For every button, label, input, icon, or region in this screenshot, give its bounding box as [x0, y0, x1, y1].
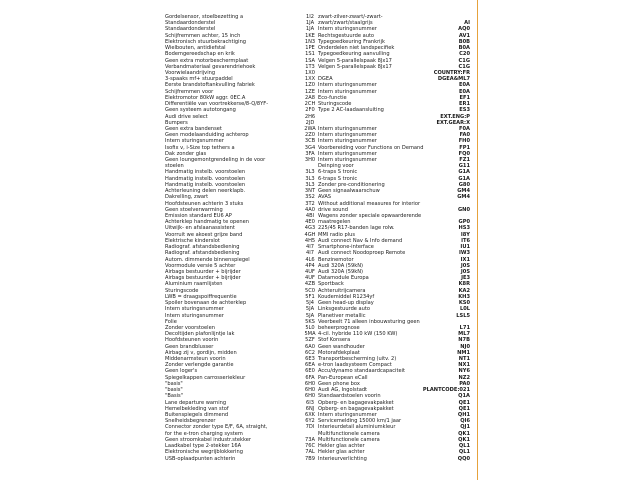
code-right: KA2 — [458, 287, 470, 294]
code-left: 1XX — [304, 76, 316, 83]
code-left: 73A — [305, 436, 315, 443]
code-left: 5KS — [305, 318, 315, 325]
description-right: Benzinemotor — [318, 256, 354, 263]
description-left: Airbags bestuurder + bijrijder — [165, 268, 241, 275]
description-left: Eerste brandstoftankvulling fabriek — [165, 82, 255, 89]
description-left: Radiograf. afstandsbediening — [165, 250, 240, 257]
code-right: FP1 — [459, 144, 470, 151]
code-left: 4I7 — [306, 244, 314, 251]
description-left: Connector zonder type E/F, 6A, straight, — [165, 424, 268, 431]
description-left: Hemelbekleding van stof — [165, 405, 229, 412]
code-right: EXT.GEAR:X — [436, 119, 470, 126]
code-right: ES3 — [459, 107, 470, 114]
description-left: Geen systeem autotongang — [165, 107, 236, 114]
description-right: Opberg- en bagagevakpakket — [318, 399, 394, 406]
description-left: Bodemgereedschap en krik — [165, 51, 235, 58]
description-left: Buitenspiegels dimmend — [165, 412, 229, 418]
code-right: NX1 — [458, 362, 470, 369]
description-right: Multifunctionele camera — [318, 436, 380, 443]
code-left: 2F0 — [305, 107, 315, 114]
description-left: Elektronische wegrijblokkering — [165, 449, 243, 456]
code-left: 1PE — [305, 45, 315, 52]
code-right: KS0 — [458, 300, 470, 307]
description-right: Sportback — [318, 281, 344, 288]
description-left: Wielbouten, antidiefstal — [165, 45, 226, 52]
code-right: C20 — [459, 51, 470, 58]
description-left: LWB = draagspoiffrequentie — [165, 293, 237, 300]
description-left: Spoiler bovenaan de achterklep — [165, 300, 247, 307]
code-left: 4UF — [305, 268, 315, 275]
description-left: Dakrelling, zwart — [165, 194, 209, 201]
description-left: Decoltijden plafonlijntje lak — [165, 331, 235, 338]
description-left: Elektrische kinderslot — [165, 237, 220, 244]
description-left: Geen modelaanduiding achterop — [165, 132, 249, 139]
code-right: QL1 — [458, 443, 470, 450]
code-right: IT6 — [461, 237, 470, 244]
description-left: Radiograf. afstandsbediening — [165, 244, 240, 251]
code-right: L0L — [459, 306, 470, 313]
description-right: Voorbereiding voor Functions on Demand — [318, 144, 424, 151]
description-left: Laadkabel type 2-stekker 16A — [165, 443, 242, 450]
description-left: Aluminium raamlijsten — [165, 281, 223, 288]
code-left: 4A0 — [305, 206, 315, 213]
code-right: QL1 — [458, 449, 470, 456]
code-left: 7B9 — [305, 455, 315, 462]
description-right: zwart/zwart/staalgrijs — [318, 20, 373, 27]
code-right: J0S — [460, 262, 470, 269]
code-right: I8Y — [460, 231, 470, 238]
code-right: NM1 — [457, 349, 470, 356]
description-left: Isofix v, i-Size top tethers a — [165, 144, 235, 151]
description-right: Geen phone box — [318, 380, 360, 387]
description-right: Eco-functie — [318, 94, 347, 101]
code-left: 5C0 — [304, 287, 316, 294]
description-right: Intern sturingsnummer — [318, 132, 377, 139]
code-right: LSL5 — [456, 312, 470, 319]
description-left: Zonder verlengde garantie — [165, 362, 234, 369]
code-right: QH1 — [457, 412, 470, 418]
description-left: Geen extra bandenset — [165, 125, 222, 132]
description-left: "basis" — [165, 387, 183, 394]
description-left: stoelen — [165, 163, 184, 170]
code-right: C1G — [458, 57, 470, 64]
code-right: GN0 — [458, 206, 470, 213]
code-left: 6E3 — [305, 356, 315, 363]
description-right: Velgen 5-parallelspaak 8Jx17 — [318, 57, 392, 64]
code-right: IX1 — [460, 256, 470, 263]
code-left: 5JA — [305, 312, 315, 319]
table-row — [165, 456, 470, 462]
code-left: 6EA — [305, 362, 315, 369]
description-right: 6-traps S tronic — [318, 175, 358, 182]
description-left: Gordelsensor, stoelbezetting a — [165, 14, 244, 20]
description-left: Geen extra motorbeschermplaat — [165, 57, 249, 64]
description-left: Intern sturingsnummer — [165, 312, 224, 319]
description-right: Multifunctionele camera — [318, 430, 380, 437]
description-left: Autom. dimmende binnenspiegel — [165, 256, 250, 263]
code-left: 3T2 — [305, 200, 315, 207]
code-left: 4E0 — [305, 219, 315, 226]
code-right: QE1 — [458, 399, 470, 406]
description-right: 225/45 R17-banden lage rolw. — [318, 225, 395, 232]
description-right: Sturingscode — [318, 101, 352, 108]
description-right: Linksgestuurde auto — [318, 306, 371, 313]
code-left: 1I2 — [306, 14, 314, 20]
description-right: drive sound — [318, 206, 348, 213]
description-left: Audi drive select — [165, 113, 208, 120]
code-right: GM4 — [457, 188, 470, 195]
description-right: Accu/dynamo standaardcapaciteit — [318, 368, 405, 375]
description-right: Intern sturingsnummer — [318, 125, 377, 132]
code-right: K8R — [458, 281, 470, 288]
code-right: PLANTCODE:021 — [422, 387, 470, 394]
description-right: Achteruitrijcamera — [318, 287, 366, 294]
code-right: IW3 — [458, 250, 470, 257]
code-right: QI6 — [460, 418, 470, 425]
code-left: 1ZE — [305, 88, 315, 95]
code-right: J0S — [460, 268, 470, 275]
code-right: AV1 — [458, 32, 470, 39]
description-left: Achterklep handmatig te openen — [165, 219, 249, 226]
code-right: AI — [464, 20, 470, 27]
description-left: Middenarmsteun voorin — [165, 356, 226, 363]
code-left: 5MA — [304, 331, 316, 338]
code-right: E0A — [459, 88, 470, 95]
code-left: 1Z0 — [305, 82, 315, 89]
description-right: Servicemelding 15000 km/1 jaar — [318, 418, 402, 425]
description-right: DGEA — [318, 76, 333, 83]
code-left: 5J4 — [306, 300, 314, 307]
code-left: 1S1 — [305, 51, 315, 58]
code-right: PA0 — [459, 380, 470, 387]
description-right: Audi 320A (59kN) — [318, 262, 364, 269]
description-left: Geen brandblusser — [165, 343, 214, 350]
description-right: Intern sturingsnummer — [318, 157, 377, 164]
code-left: 1X0 — [305, 69, 315, 76]
code-right: NZ2 — [458, 374, 470, 381]
code-left: 2JD — [305, 119, 315, 126]
code-left: 1JA — [305, 20, 315, 27]
description-right: Geen wandhouder — [318, 343, 365, 350]
description-right: Intern sturingsnummer — [318, 150, 377, 157]
description-right: Veerbeelt 71 alleen inbouwsturing geen — [318, 318, 420, 325]
options-table — [165, 14, 470, 462]
description-left: Dak zonder glas — [165, 150, 207, 157]
code-left: 3NT — [304, 188, 316, 195]
code-left: 4GH — [304, 231, 316, 238]
description-left: USB-oplaadpunten achterin — [165, 455, 236, 462]
description-right: Typegoedkeuring Frankrijk — [318, 38, 385, 45]
description-right: MMI radio plus — [318, 231, 356, 238]
description-right: Intern sturingsnummer — [318, 412, 377, 418]
description-left: Uitwijk- en afslaanassistent — [165, 225, 235, 232]
description-left: Folie — [165, 318, 177, 325]
description-right: Opberg- en bagagevakpakket — [318, 405, 394, 412]
code-right: GP0 — [458, 219, 470, 226]
description-right: Without additional measures for interior — [318, 200, 421, 207]
description-right: Type 2 AC-laadaansluiting — [318, 107, 384, 114]
code-right: G11 — [458, 163, 470, 170]
code-right: ER1 — [459, 101, 470, 108]
description-left: Standaardonderstel — [165, 26, 216, 33]
code-right: NT1 — [458, 356, 470, 363]
code-left: 5F1 — [305, 293, 315, 300]
description-left: Airbag zij v, gordijn, midden — [165, 349, 237, 356]
description-right: Audi AG, Ingolstadt — [318, 387, 368, 394]
code-left: 6Y2 — [305, 418, 315, 425]
description-left: Standaardonderstel — [165, 20, 216, 27]
description-right: maatregelen — [318, 219, 351, 226]
description-right: Audi connect Noodoproep Remote — [318, 250, 406, 257]
description-right: Intern sturingsnummer — [318, 26, 377, 33]
description-right: Planetiver metallic — [318, 312, 366, 319]
code-left: 3FA — [305, 150, 315, 157]
description-right: Rechtsgestuurde auto — [318, 32, 375, 39]
description-left: Hoofdsteunen voorin — [165, 337, 219, 344]
code-left: 7DI — [305, 424, 315, 431]
description-left: Differentiële van voortrekkerse/8-Q/8YF- — [165, 101, 269, 108]
description-left: Geen loungemontgrendeling in de voor — [165, 157, 266, 164]
code-right: G1A — [458, 169, 470, 176]
description-right: Onderdelen niet landspecifiek — [318, 45, 395, 52]
code-right: QQ0 — [457, 455, 470, 462]
description-right: Standaardstoelen voorin — [318, 393, 381, 400]
code-right: QE1 — [458, 405, 470, 412]
description-left: Airbags bestuurder + bijrijder — [165, 275, 241, 282]
code-right: QK1 — [458, 436, 470, 443]
code-right: N7B — [458, 337, 470, 344]
description-left: Verbandmateriaal gevarendriehoek — [165, 63, 256, 70]
code-left: 4L6 — [305, 256, 315, 263]
description-right: Transportbescherming (uitv. 2) — [318, 356, 397, 363]
description-left: Lane departure warning — [165, 399, 227, 406]
description-right: e-tron laadsysteem Compact — [318, 362, 392, 369]
code-right: FA0 — [459, 132, 470, 139]
code-left: 2Z0 — [305, 132, 315, 139]
code-left: 6H0 — [304, 393, 316, 400]
code-right: EF1 — [459, 94, 470, 101]
description-right: Stof Konsera — [318, 337, 351, 344]
description-right: Geen signaalwaarschuw — [318, 188, 380, 195]
code-left: 1T3 — [305, 63, 315, 70]
code-left: 5JA — [305, 306, 315, 313]
code-left: 3L3 — [305, 175, 315, 182]
code-right: L71 — [459, 324, 470, 331]
description-left: Intern sturingsnummer — [165, 306, 224, 313]
description-left: Voorwielaandrijving — [165, 69, 216, 76]
description-left: Emission standard EU6 AP — [165, 213, 232, 219]
description-left: Handmatig instelb. voorstoelen — [165, 181, 246, 188]
code-right: DGEA&ML7 — [437, 76, 470, 83]
margin-divider-line — [477, 0, 478, 480]
code-left: 1SA — [304, 57, 316, 64]
description-right: AVAS — [318, 194, 332, 201]
description-left: Spiegelkappen carrosseriekleur — [165, 374, 246, 381]
description-right: Typegoedkeuring aanvulling — [318, 51, 390, 58]
description-left: "Basis" — [165, 393, 184, 400]
code-left: 2CH — [304, 101, 316, 108]
description-right: Hekler glas achter — [318, 449, 365, 456]
code-right: IU1 — [460, 244, 470, 251]
description-right: Motorafdekplaat — [318, 349, 360, 356]
description-left: Sturingscode — [165, 287, 199, 294]
code-left: 4H5 — [304, 237, 316, 244]
description-left: Zonder voorstoelen — [165, 324, 215, 331]
code-right: EXT.ENG:P — [440, 113, 470, 120]
code-left: 2A8 — [305, 94, 315, 101]
code-left: 6XK — [304, 412, 316, 418]
description-left: Geen loger's — [165, 368, 198, 375]
code-left: 3L3 — [305, 181, 315, 188]
code-left: 3CB — [304, 138, 316, 145]
code-left: 6I3 — [306, 399, 314, 406]
code-left: 4P4 — [305, 262, 315, 269]
code-left: 7AL — [305, 449, 315, 456]
description-left: Geen stoelverwarming — [165, 206, 223, 213]
code-right: HS3 — [458, 225, 470, 232]
description-right: Velgen 5-parallelspaak 8Jx17 — [318, 63, 392, 70]
description-left: Handmatig instelb. voorstoelen — [165, 175, 246, 182]
code-left: 4G3 — [304, 225, 316, 232]
description-left: Voorruit we akoest grijze band — [165, 231, 243, 238]
code-left: 4BI — [305, 213, 315, 219]
code-right: FQ0 — [458, 150, 470, 157]
code-left: 3G4 — [304, 144, 316, 151]
code-right: QJ1 — [460, 424, 470, 431]
code-right: Q1A — [458, 393, 470, 400]
code-left: 6E0 — [305, 368, 315, 375]
description-left: 3-spaaks mf+ stuurpaddel — [165, 76, 233, 83]
description-left: Intern sturingsnummer — [165, 138, 224, 145]
code-right: GM4 — [457, 194, 470, 201]
description-right: Intern sturingsnummer — [318, 82, 377, 89]
code-left: 6A0 — [305, 343, 315, 350]
code-left: 2WA — [304, 125, 316, 132]
description-right: Pan-European eCall — [318, 374, 368, 381]
description-left: Schijfremmen achter, 15 inch — [165, 32, 241, 39]
description-right: Deinping voor — [318, 163, 354, 170]
description-right: Intern sturingsnummer — [318, 138, 377, 145]
code-right: FZ1 — [459, 157, 470, 164]
code-right: B0B — [458, 38, 470, 45]
code-left: 3H0 — [304, 157, 316, 164]
description-left: for the e-tron charging system — [165, 430, 243, 437]
code-right: E0A — [459, 82, 470, 89]
code-right: QK1 — [458, 430, 470, 437]
description-right: Wagens zonder speciale opwaarderende — [318, 213, 422, 219]
description-right: Koudemiddel R1234yf — [318, 293, 375, 300]
description-left: Elektronisch stuurbekrachtiging — [165, 38, 247, 45]
code-left: 6H0 — [304, 387, 316, 394]
code-left: 1KE — [305, 32, 315, 39]
code-right: NY6 — [458, 368, 470, 375]
description-left: Handmatig instelb. voorstoelen — [165, 169, 246, 176]
code-right: COUNTRY:FR — [433, 69, 470, 76]
description-right: Geen head-up display — [318, 300, 374, 307]
description-left: "basis" — [165, 380, 183, 387]
description-right: 4-cil. hybride 110 kW (150 KW) — [318, 331, 398, 338]
description-right: Interieurdetail aluminiumkleur — [318, 424, 396, 431]
code-right: C1G — [458, 63, 470, 70]
description-right: zwart-zilver-zwart/-zwart- — [318, 14, 383, 20]
description-left: Achterleuning delen neerklapb. — [165, 188, 246, 195]
description-right: 6-traps S tronic — [318, 169, 358, 176]
description-right: Interieurverlichting — [318, 455, 367, 462]
code-left: 1JA — [305, 26, 315, 33]
description-left: Elektromotor 80kW aggr. 0EC.A — [165, 94, 246, 101]
description-left: Schijfremmen voor — [165, 88, 214, 95]
code-right: KH3 — [458, 293, 470, 300]
code-right: G80 — [458, 181, 470, 188]
code-left: 1N3 — [304, 38, 316, 45]
description-left: Snelheidsbegrenzer — [165, 418, 216, 425]
code-left: 6NJ — [305, 405, 315, 412]
code-left: 3L3 — [305, 169, 315, 176]
code-left: 4UF — [305, 275, 315, 282]
code-left: 4ZB — [304, 281, 316, 288]
code-right: NJ0 — [460, 343, 470, 350]
description-left: Bumpers — [165, 119, 188, 126]
code-right: ML7 — [458, 331, 470, 338]
code-right: B0A — [458, 45, 470, 52]
description-right: Zonder pre-conditionering — [318, 181, 385, 188]
code-right: AQ0 — [458, 26, 470, 33]
description-right: Intern sturingsnummer — [318, 88, 377, 95]
code-left: 5L0 — [305, 324, 315, 331]
description-right: Audi connect Nav & Info demand — [318, 237, 403, 244]
code-right: G1A — [458, 175, 470, 182]
code-left: 4I7 — [306, 250, 314, 257]
description-right: Smartphone-interface — [318, 244, 374, 251]
code-left: 3S2 — [305, 194, 315, 201]
code-left: 6FA — [305, 374, 315, 381]
description-right: beheerprognose — [318, 324, 360, 331]
code-right: F0A — [459, 125, 470, 132]
code-left: 5ZF — [305, 337, 315, 344]
description-right: Audi 320A (59kN) — [318, 268, 364, 275]
code-right: JE3 — [461, 275, 470, 282]
code-left: 6C2 — [304, 349, 316, 356]
code-left: 2H6 — [304, 113, 316, 120]
code-left: 6H0 — [304, 380, 316, 387]
description-left: Geen stroomkabel industr.stekker — [165, 436, 252, 443]
description-left: Voormodule versie 5 achter — [165, 262, 236, 269]
description-right: Hekler glas achter — [318, 443, 365, 450]
description-left: Hoofdsteunen achterin 3 stuks — [165, 200, 244, 207]
code-left: 76C — [304, 443, 316, 450]
code-right: FH0 — [458, 138, 470, 145]
description-right: Datamodule Europa — [318, 275, 369, 282]
